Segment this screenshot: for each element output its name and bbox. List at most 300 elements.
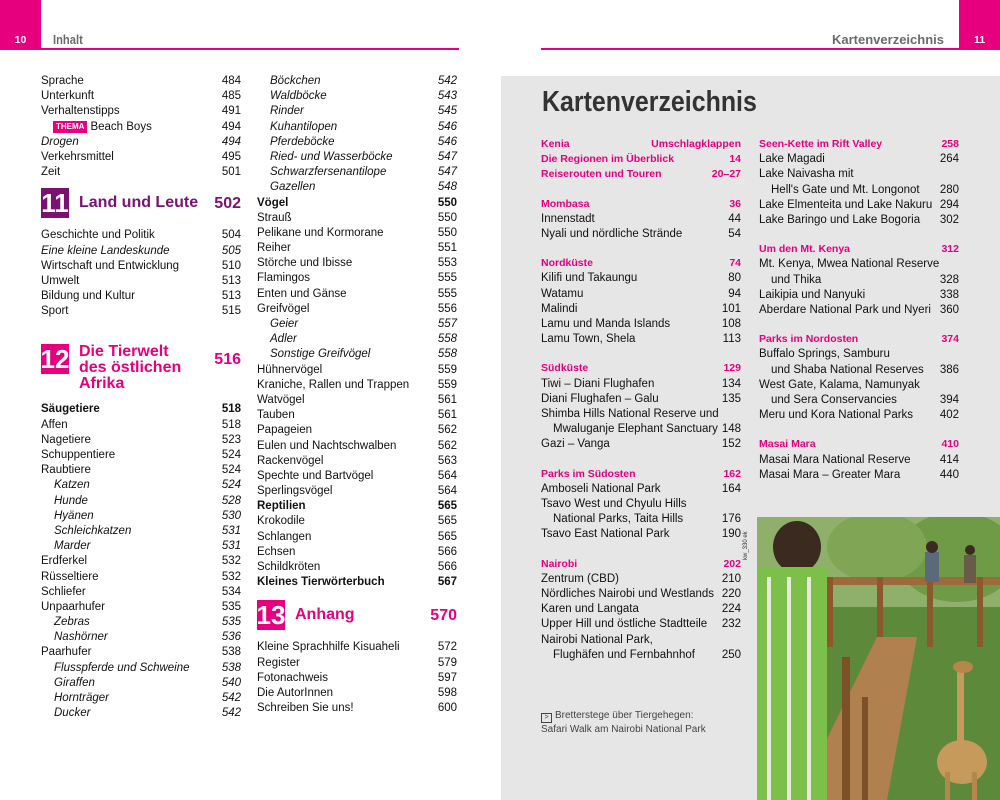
map-index-entry[interactable] xyxy=(541,602,741,617)
toc-entry[interactable] xyxy=(257,120,457,135)
entry-label: Lamu Town, Shela xyxy=(541,333,636,346)
entry-page: 258 xyxy=(941,138,959,150)
map-index-entry[interactable] xyxy=(759,303,959,318)
entry-page: 547 xyxy=(437,166,457,179)
map-index-entry[interactable] xyxy=(541,422,741,437)
entry-label: Schleichkatzen xyxy=(54,524,132,537)
toc-entry[interactable] xyxy=(257,332,457,347)
map-index-entry[interactable] xyxy=(759,393,959,408)
map-index-entry[interactable] xyxy=(759,198,959,213)
entry-page: 561 xyxy=(437,393,457,406)
entry-page: 550 xyxy=(437,226,457,239)
map-index-entry[interactable] xyxy=(759,288,959,303)
toc-entry[interactable] xyxy=(257,393,457,408)
entry-label: Bildung und Kultur xyxy=(41,290,135,303)
toc-entry[interactable] xyxy=(257,287,457,302)
entry-label: Eulen und Nachtschwalben xyxy=(257,439,397,452)
toc-entry[interactable] xyxy=(257,454,457,469)
map-index-entry[interactable] xyxy=(541,497,741,512)
toc-entry[interactable] xyxy=(257,545,457,560)
entry-page: 558 xyxy=(437,348,457,361)
entry-label: Sprache xyxy=(41,75,84,87)
entry-page: 567 xyxy=(437,576,457,589)
toc-entry[interactable] xyxy=(41,304,241,319)
map-index-entry[interactable] xyxy=(759,213,959,228)
toc-entry[interactable] xyxy=(41,615,241,630)
entry-label: Nashörner xyxy=(54,631,108,644)
entry-label: Flamingos xyxy=(257,272,311,285)
entry-label: Diani Flughafen – Galu xyxy=(541,392,659,405)
toc-entry[interactable] xyxy=(257,317,457,332)
chapter-11-heading[interactable]: 11 Land und Leute 502 xyxy=(41,187,241,218)
entry-page: 564 xyxy=(437,469,457,482)
toc-entry[interactable] xyxy=(41,691,241,706)
entry-page: 566 xyxy=(437,545,457,558)
section-gap xyxy=(759,228,959,242)
entry-page: 562 xyxy=(437,424,457,437)
entry-page: 542 xyxy=(437,75,457,87)
toc-entry[interactable] xyxy=(257,560,457,575)
left-running-header: Inhalt xyxy=(53,32,83,47)
toc-entry[interactable] xyxy=(257,439,457,454)
entry-label: Hunde xyxy=(54,494,88,507)
entry-label: Gazellen xyxy=(270,181,316,194)
entry-label: Malindi xyxy=(541,302,578,315)
entry-label: Register xyxy=(257,656,300,669)
toc-column-2 xyxy=(257,74,457,716)
toc-entry[interactable] xyxy=(41,570,241,585)
entry-label: Seen-Kette im Rift Valley xyxy=(759,138,883,150)
toc-entry[interactable] xyxy=(257,530,457,545)
toc-entry[interactable] xyxy=(257,226,457,241)
map-index-entry[interactable] xyxy=(541,302,741,317)
entry-page: 338 xyxy=(939,288,959,301)
map-index-entry[interactable] xyxy=(541,512,741,527)
entry-page: 566 xyxy=(437,561,457,573)
map-index-entry[interactable] xyxy=(541,227,741,242)
entry-label: Nairobi xyxy=(541,557,578,570)
entry-page: 547 xyxy=(437,150,457,163)
entry-label: Strauß xyxy=(257,211,292,224)
entry-page: 74 xyxy=(729,257,741,270)
entry-page: 545 xyxy=(437,105,457,118)
toc-entry[interactable] xyxy=(257,74,457,89)
entry-label: Watamu xyxy=(541,287,584,300)
section-gap xyxy=(541,453,741,467)
entry-page: 190 xyxy=(721,528,741,541)
entry-label: Flughäfen und Fernbahnhof xyxy=(553,648,695,661)
toc-entry[interactable] xyxy=(257,484,457,499)
entry-page: 536 xyxy=(221,631,241,644)
entry-label: Echsen xyxy=(257,545,296,558)
entry-page: 394 xyxy=(939,394,959,407)
entry-page: 559 xyxy=(437,378,457,391)
toc-entry[interactable] xyxy=(41,104,241,119)
entry-page: 36 xyxy=(729,197,741,210)
toc-entry[interactable] xyxy=(257,423,457,438)
toc-entry[interactable] xyxy=(257,89,457,104)
map-index-entry[interactable] xyxy=(541,377,741,392)
entry-page: 80 xyxy=(728,272,741,285)
entry-page: 572 xyxy=(437,641,457,654)
entry-page: 510 xyxy=(221,259,241,272)
map-index-entry[interactable] xyxy=(759,332,959,347)
map-index-entry[interactable] xyxy=(541,407,741,422)
map-index-entry[interactable] xyxy=(541,212,741,227)
map-index-entry[interactable] xyxy=(541,256,741,271)
entry-label: Spechte und Bartvögel xyxy=(257,469,374,482)
map-index-entry[interactable] xyxy=(759,137,959,152)
entry-page: 546 xyxy=(437,120,457,133)
entry-label: Böckchen xyxy=(270,75,321,87)
map-index-title: Kartenverzeichnis xyxy=(542,86,757,118)
entry-page: 134 xyxy=(721,377,741,390)
entry-page: 152 xyxy=(721,438,741,451)
entry-label: Innenstadt xyxy=(541,212,595,225)
entry-label: Nagetiere xyxy=(41,433,91,446)
entry-page: 518 xyxy=(221,418,241,431)
entry-page: 14 xyxy=(729,153,741,166)
entry-label: und Thika xyxy=(771,273,822,286)
entry-label: Verhaltenstipps xyxy=(41,105,120,118)
toc-entry[interactable] xyxy=(41,478,241,493)
entry-page: 162 xyxy=(723,467,741,480)
map-index-entry[interactable] xyxy=(759,273,959,288)
toc-entry[interactable] xyxy=(257,575,457,590)
toc-entry[interactable] xyxy=(257,671,457,686)
entry-page: 542 xyxy=(221,707,241,720)
entry-page: 598 xyxy=(437,686,457,699)
entry-page: 224 xyxy=(721,603,741,616)
entry-label: Schlangen xyxy=(257,530,312,543)
map-index-entry[interactable] xyxy=(541,617,741,632)
toc-entry[interactable] xyxy=(41,402,241,417)
toc-entry[interactable] xyxy=(41,539,241,554)
map-index-entry[interactable] xyxy=(541,392,741,407)
map-index-entry[interactable] xyxy=(759,257,959,272)
entry-page: 495 xyxy=(221,150,241,163)
entry-page: 485 xyxy=(221,90,241,103)
toc-entry[interactable] xyxy=(257,640,457,655)
map-index-entry[interactable] xyxy=(541,197,741,212)
map-index-entry[interactable] xyxy=(759,468,959,483)
chapter-12-heading[interactable]: 12 Die Tierwelt des östlichen Afrika 516 xyxy=(40,343,241,393)
entry-label: Hell's Gate und Mt. Longonot xyxy=(771,183,920,196)
entry-label: Masai Mara – Greater Mara xyxy=(759,468,901,481)
toc-entry[interactable] xyxy=(257,135,457,150)
map-index-entry[interactable] xyxy=(541,572,741,587)
map-index-entry[interactable] xyxy=(759,437,959,452)
entry-page: 597 xyxy=(437,671,457,684)
toc-entry[interactable] xyxy=(257,499,457,514)
toc-entry[interactable] xyxy=(257,211,457,226)
entry-label: Unpaarhufer xyxy=(41,600,105,613)
map-index-entry[interactable] xyxy=(759,347,959,362)
map-index-entry[interactable] xyxy=(541,648,741,663)
toc-entry[interactable] xyxy=(257,104,457,119)
entry-page: 548 xyxy=(437,181,457,194)
toc-entry[interactable] xyxy=(257,347,457,362)
entry-page: 565 xyxy=(437,515,457,528)
entry-page: 513 xyxy=(221,274,241,287)
toc-entry[interactable] xyxy=(41,494,241,509)
entry-page: 524 xyxy=(221,449,241,461)
chapter-13-heading[interactable]: 13 Anhang 570 xyxy=(256,599,457,630)
toc-entry[interactable] xyxy=(257,256,457,271)
entry-label: Marder xyxy=(54,540,91,553)
toc-entry[interactable] xyxy=(41,89,241,104)
map-index-entry[interactable] xyxy=(541,287,741,302)
entry-page: 543 xyxy=(437,90,457,103)
toc-entry[interactable] xyxy=(41,448,241,463)
entry-label: Buffalo Springs, Samburu xyxy=(759,348,890,361)
toc-entry[interactable] xyxy=(257,378,457,393)
entry-label: Paarhufer xyxy=(41,646,92,659)
arrow-right-icon: > xyxy=(541,713,552,723)
map-index-entry[interactable] xyxy=(759,408,959,423)
map-index-entry[interactable] xyxy=(541,467,741,482)
entry-page: 531 xyxy=(221,524,241,537)
entry-label: Hornträger xyxy=(54,692,109,704)
entry-label: Die AutorInnen xyxy=(257,686,334,699)
entry-label: Flusspferde und Schweine xyxy=(54,661,190,674)
chapter-number-box: 13 xyxy=(256,599,286,630)
photo-giraffe-boardwalk xyxy=(757,517,1000,800)
toc-entry[interactable] xyxy=(257,656,457,671)
thema-badge: THEMA xyxy=(53,121,87,133)
entry-page: 538 xyxy=(221,661,241,674)
entry-page: 538 xyxy=(221,646,241,659)
toc-entry[interactable] xyxy=(41,228,241,243)
toc-entry[interactable] xyxy=(41,74,241,89)
entry-label: Schuppentiere xyxy=(41,449,116,461)
map-index-entry[interactable] xyxy=(541,527,741,542)
entry-label: Kenia xyxy=(541,138,570,150)
toc-entry[interactable] xyxy=(41,585,241,600)
map-index-entry[interactable] xyxy=(541,167,741,182)
map-index-entry[interactable] xyxy=(759,378,959,393)
toc-entry[interactable] xyxy=(41,554,241,569)
toc-entry[interactable] xyxy=(257,241,457,256)
entry-page: 531 xyxy=(221,540,241,553)
entry-page: 312 xyxy=(941,243,959,256)
entry-page: 294 xyxy=(939,198,959,211)
entry-label: Greifvögel xyxy=(257,302,310,315)
left-page-number-tab xyxy=(0,0,41,50)
section-gap xyxy=(759,423,959,437)
map-index-entry[interactable] xyxy=(541,482,741,497)
entry-label: Pelikane und Kormorane xyxy=(257,226,384,239)
toc-entry[interactable] xyxy=(41,135,241,150)
entry-label: Reiserouten und Touren xyxy=(541,168,662,181)
map-index-entry[interactable] xyxy=(541,137,741,152)
entry-page: 176 xyxy=(721,513,741,526)
entry-page: 540 xyxy=(221,676,241,689)
map-index-entry[interactable] xyxy=(759,363,959,378)
toc-entry[interactable] xyxy=(41,706,241,721)
left-page-number: 10 xyxy=(14,34,27,46)
entry-label: Meru und Kora National Parks xyxy=(759,409,914,422)
entry-label: Sperlingsvögel xyxy=(257,485,333,498)
left-header-rule xyxy=(41,48,459,50)
entry-label: Schliefer xyxy=(41,585,86,598)
entry-label: Watvögel xyxy=(257,393,305,406)
entry-page: 556 xyxy=(437,302,457,315)
entry-label: Zeit xyxy=(41,166,61,179)
right-page-number-tab xyxy=(959,0,1000,50)
entry-label: Lake Magadi xyxy=(759,153,825,166)
toc-entry[interactable] xyxy=(41,289,241,304)
map-index-entry[interactable] xyxy=(759,152,959,167)
entry-label: Störche und Ibisse xyxy=(257,257,353,270)
entry-page: 518 xyxy=(221,403,241,416)
toc-entry[interactable] xyxy=(257,701,457,716)
entry-page: 550 xyxy=(437,211,457,224)
entry-label: und Sera Conservancies xyxy=(771,394,897,407)
toc-entry[interactable] xyxy=(257,180,457,195)
map-index-entry[interactable] xyxy=(541,152,741,167)
map-index-entry[interactable] xyxy=(759,167,959,182)
entry-page: 20–27 xyxy=(711,168,741,181)
right-header-rule xyxy=(541,48,959,50)
entry-page: 232 xyxy=(721,618,741,631)
entry-label: Waldböcke xyxy=(270,90,327,103)
entry-page: 484 xyxy=(221,75,241,87)
entry-page: 600 xyxy=(437,702,457,715)
entry-label: Rackenvögel xyxy=(257,454,324,467)
entry-page: 44 xyxy=(728,212,741,225)
map-index-entry[interactable] xyxy=(759,242,959,257)
toc-entry[interactable] xyxy=(257,271,457,286)
entry-page: 562 xyxy=(437,439,457,452)
entry-page: 280 xyxy=(939,183,959,196)
entry-label: Kleines Tierwörterbuch xyxy=(257,576,385,589)
entry-label: Um den Mt. Kenya xyxy=(759,243,851,256)
toc-entry[interactable] xyxy=(41,259,241,274)
entry-page: 135 xyxy=(721,392,741,405)
toc-entry[interactable] xyxy=(257,302,457,317)
toc-entry[interactable] xyxy=(257,150,457,165)
toc-entry[interactable] xyxy=(257,686,457,701)
entry-page: 501 xyxy=(221,166,241,179)
map-index-entry[interactable] xyxy=(759,453,959,468)
entry-label: Enten und Gänse xyxy=(257,287,347,300)
entry-label: Upper Hill und östliche Stadtteile xyxy=(541,618,708,631)
toc-column-1 xyxy=(41,74,241,721)
entry-label: Eine kleine Landeskunde xyxy=(41,244,170,257)
toc-entry[interactable] xyxy=(257,469,457,484)
entry-page: 513 xyxy=(221,290,241,303)
entry-label: Amboseli National Park xyxy=(541,482,661,495)
entry-label: Giraffen xyxy=(54,676,95,689)
photo-illustration xyxy=(757,517,1000,800)
right-running-header: Kartenverzeichnis xyxy=(832,32,944,47)
entry-page: 113 xyxy=(722,333,741,346)
entry-page: 546 xyxy=(437,135,457,148)
entry-label: Lake Baringo und Lake Bogoria xyxy=(759,214,921,227)
map-index-entry[interactable] xyxy=(541,587,741,602)
map-index-entry[interactable] xyxy=(541,557,741,572)
entry-label: Shimba Hills National Reserve und xyxy=(541,408,719,421)
entry-label: Mt. Kenya, Mwea National Reserve xyxy=(759,258,940,271)
entry-label: Südküste xyxy=(541,362,589,375)
toc-entry[interactable] xyxy=(41,433,241,448)
section-gap xyxy=(759,318,959,332)
entry-page: 108 xyxy=(721,318,741,331)
entry-label: Kraniche, Rallen und Trappen xyxy=(257,378,410,391)
map-index-entry[interactable] xyxy=(541,271,741,286)
toc-entry[interactable] xyxy=(41,150,241,165)
map-index-entry[interactable] xyxy=(541,332,741,347)
toc-entry[interactable] xyxy=(41,418,241,433)
entry-label: Reiher xyxy=(257,242,291,255)
entry-page: 561 xyxy=(437,409,457,422)
entry-label: Verkehrsmittel xyxy=(41,150,114,163)
map-index-column-1 xyxy=(541,137,741,663)
entry-label: Kuhantilopen xyxy=(270,120,338,133)
map-index-entry[interactable] xyxy=(541,361,741,376)
map-index-entry[interactable] xyxy=(541,317,741,332)
map-index-entry[interactable] xyxy=(541,633,741,648)
toc-entry[interactable] xyxy=(41,600,241,615)
thema-entry[interactable]: THEMA Beach Boys 494 xyxy=(41,120,241,135)
entry-page: 101 xyxy=(721,302,741,315)
toc-entry[interactable] xyxy=(41,661,241,676)
entry-label: Pferdeböcke xyxy=(270,135,335,148)
entry-label: Ducker xyxy=(54,707,91,720)
section-gap xyxy=(541,347,741,361)
toc-entry[interactable] xyxy=(41,165,241,180)
toc-entry[interactable] xyxy=(41,524,241,539)
toc-entry[interactable] xyxy=(41,630,241,645)
toc-entry[interactable] xyxy=(41,676,241,691)
toc-entry[interactable] xyxy=(41,463,241,478)
entry-label: Kleine Sprachhilfe Kisuaheli xyxy=(257,641,400,654)
entry-page: 563 xyxy=(437,454,457,467)
toc-entry[interactable] xyxy=(41,244,241,259)
toc-entry[interactable] xyxy=(41,645,241,660)
entry-label: National Parks, Taita Hills xyxy=(553,513,684,526)
map-index-entry[interactable] xyxy=(541,437,741,452)
entry-page: 557 xyxy=(437,318,457,330)
toc-entry[interactable] xyxy=(257,514,457,529)
entry-label: Krokodile xyxy=(257,515,305,528)
entry-page: 220 xyxy=(721,588,741,601)
toc-entry[interactable] xyxy=(41,509,241,524)
entry-page: 535 xyxy=(221,616,241,629)
entry-label: Parks im Nordosten xyxy=(759,333,859,346)
toc-entry[interactable] xyxy=(257,408,457,423)
toc-entry[interactable] xyxy=(257,196,457,211)
entry-page: 328 xyxy=(939,273,959,286)
entry-page: 491 xyxy=(221,105,241,118)
toc-entry[interactable] xyxy=(41,274,241,289)
entry-label: Drogen xyxy=(41,135,79,148)
entry-label: Kilifi und Takaungu xyxy=(541,272,638,285)
toc-entry[interactable] xyxy=(257,165,457,180)
entry-label: Tsavo East National Park xyxy=(541,528,670,541)
toc-entry[interactable] xyxy=(257,363,457,378)
entry-label: Mwaluganje Elephant Sanctuary xyxy=(553,423,718,436)
entry-label: Nairobi National Park, xyxy=(541,633,653,646)
entry-label: Zebras xyxy=(54,616,90,629)
entry-label: West Gate, Kalama, Namunyak xyxy=(759,378,920,391)
entry-page: 386 xyxy=(939,363,959,376)
entry-label: Lake Elmenteita und Lake Nakuru xyxy=(759,198,933,211)
entry-label: Aberdare National Park und Nyeri xyxy=(759,304,931,317)
map-index-entry[interactable] xyxy=(759,183,959,198)
entry-label: Tsavo West und Chyulu Hills xyxy=(541,498,687,511)
